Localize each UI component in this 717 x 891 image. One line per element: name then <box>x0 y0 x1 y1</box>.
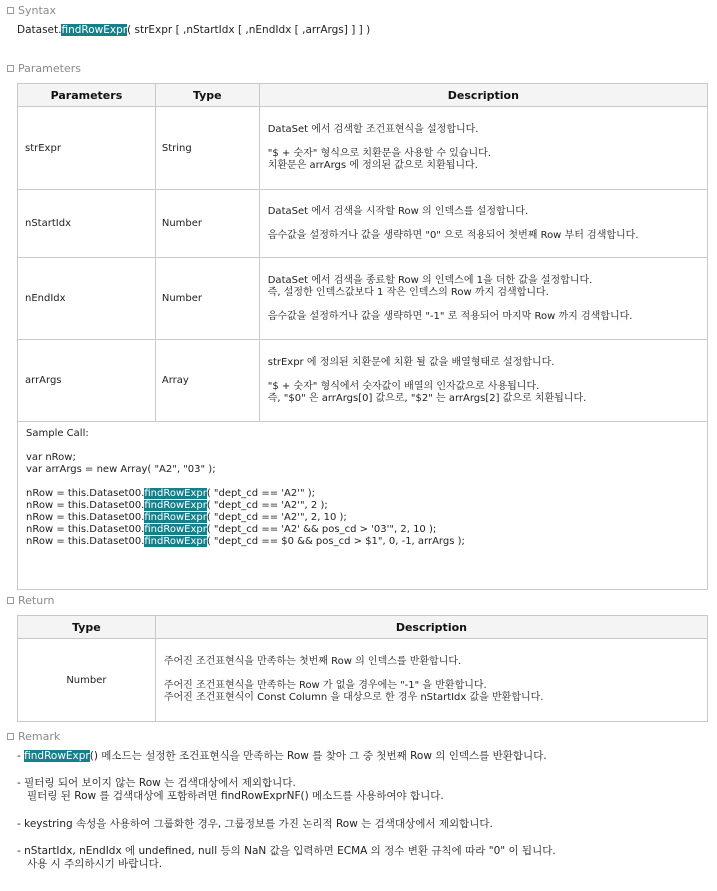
section-remark <box>7 730 60 743</box>
syntax-method-highlight: findRowExpr <box>61 24 128 36</box>
call-args: ( "dept_cd == 'A2'", 2 ); <box>206 500 328 511</box>
desc-line: 치환문은 arrArgs 에 정의된 값으로 치환됩니다. <box>267 160 478 171</box>
method-highlight: findRowExpr <box>144 500 207 511</box>
remark-text: - 필터링 되어 보이지 않는 Row 는 검색대상에서 제외합니다. <box>17 777 296 789</box>
remark-text: - nStartIdx, nEndIdx 에 undefined, null 등의 NaN 값을 입력하면 ECMA 의 정수 변환 규칙에 따라 "0" 이 됩니다. <box>17 845 556 857</box>
return-description <box>155 639 707 722</box>
section-bullet-icon <box>7 7 14 14</box>
param-name: strExpr <box>18 107 156 190</box>
desc-line: 즉, 설정한 인덱스값보다 1 작은 인덱스의 Row 까지 검색합니다. <box>267 286 549 298</box>
remark-item <box>17 845 556 871</box>
desc-gap <box>268 218 699 230</box>
desc-line: 주어진 조건표현식이 Const Column 을 대상으로 한 경우 nStartIdx 값을 반환합니다. <box>163 692 544 703</box>
param-type: Number <box>155 190 259 258</box>
section-title: Parameters <box>18 62 81 75</box>
header-parameters: Parameters <box>18 84 156 107</box>
section-syntax <box>7 4 56 17</box>
section-bullet-icon <box>7 733 14 740</box>
sample-call-row <box>18 422 708 590</box>
sample-line: var nRow; <box>26 452 76 463</box>
remark-item <box>17 777 444 803</box>
method-highlight: findRowExpr <box>144 512 207 523</box>
method-highlight: findRowExpr <box>144 488 207 499</box>
remark-item <box>17 818 493 831</box>
desc-line: "$ + 숫자" 형식으로 치환문을 사용할 수 있습니다. <box>267 148 491 159</box>
syntax-prefix: Dataset. <box>17 24 62 36</box>
sample-line <box>26 500 699 512</box>
call-prefix: nRow = this.Dataset00. <box>26 512 145 523</box>
desc-line: DataSet 에서 검색을 종료할 Row 의 인덱스에 1을 더한 값을 설정합니다. <box>267 274 593 286</box>
remark-text: () 메소드는 설정한 조건표현식을 만족하는 Row 를 찾아 그 중 첫번째 Row 의 인덱스를 반환합니다. <box>89 750 547 762</box>
section-title: Syntax <box>18 4 57 17</box>
desc-line: 음수값을 설정하거나 값을 생략하면 "-1" 로 적용되어 마지막 Row 까지 검색합니다. <box>267 310 633 322</box>
desc-gap <box>268 136 699 148</box>
sample-call <box>18 422 708 590</box>
desc-line: 즉, "$0" 은 arrArgs[0] 값으로, "$2" 는 arrArgs[2] 값으로 치환됩니다. <box>267 392 587 404</box>
call-args: ( "dept_cd == $0 && pos_cd > $1", 0, -1, arrArgs ); <box>206 536 465 547</box>
return-type: Number <box>18 639 156 722</box>
desc-line: DataSet 에서 검색을 시작할 Row 의 인덱스를 설정합니다. <box>267 205 529 217</box>
call-args: ( "dept_cd == 'A2' && pos_cd > '03'", 2, 10 ); <box>206 524 437 535</box>
section-parameters <box>7 62 81 75</box>
sample-line: var arrArgs = new Array( "A2", "03" ); <box>26 464 216 475</box>
param-name: arrArgs <box>18 340 156 422</box>
call-prefix: nRow = this.Dataset00. <box>26 524 145 535</box>
header-type: Type <box>18 616 156 639</box>
call-prefix: nRow = this.Dataset00. <box>26 536 145 547</box>
desc-line: 주어진 조건표현식을 만족하는 첫번째 Row 의 인덱스를 반환합니다. <box>163 656 462 667</box>
syntax-suffix: ( strExpr [ ,nStartIdx [ ,nEndIdx [ ,arrArgs] ] ] ) <box>127 24 371 36</box>
sample-line <box>26 488 699 500</box>
param-type: String <box>155 107 259 190</box>
remark-dash: - <box>17 750 25 762</box>
call-prefix: nRow = this.Dataset00. <box>26 500 145 511</box>
sample-line <box>26 536 699 548</box>
table-row <box>18 639 708 722</box>
desc-line: 음수값을 설정하거나 값을 생략하면 "0" 으로 적용되어 첫번째 Row 부터 검색합니다. <box>267 229 639 241</box>
table-row <box>18 190 708 258</box>
section-title: Return <box>18 594 55 607</box>
header-description: Description <box>155 616 707 639</box>
param-description <box>259 340 707 422</box>
table-header-row <box>18 616 708 639</box>
table-row <box>18 340 708 422</box>
desc-line: DataSet 에서 검색할 조건표현식을 설정합니다. <box>267 124 479 135</box>
remark-text: - keystring 속성을 사용하여 그룹화한 경우, 그룹정보를 가진 논리적 Row 는 검색대상에서 제외합니다. <box>17 818 493 830</box>
desc-line: "$ + 숫자" 형식에서 숫자값이 배열의 인자값으로 사용됩니다. <box>267 380 540 392</box>
sample-gap <box>26 476 699 488</box>
section-bullet-icon <box>7 65 14 72</box>
sample-gap <box>26 440 699 452</box>
remark-item <box>17 750 547 763</box>
call-prefix: nRow = this.Dataset00. <box>26 488 145 499</box>
param-name: nEndIdx <box>18 258 156 340</box>
desc-gap <box>164 668 699 680</box>
header-description: Description <box>259 84 707 107</box>
param-type: Array <box>155 340 259 422</box>
section-bullet-icon <box>7 597 14 604</box>
desc-gap <box>268 299 699 311</box>
desc-line: strExpr 에 정의된 치환문에 치환 될 값을 배열형태로 설정합니다. <box>267 356 555 368</box>
return-table <box>17 615 708 722</box>
call-args: ( "dept_cd == 'A2'", 2, 10 ); <box>206 512 347 523</box>
table-row <box>18 107 708 190</box>
method-highlight: findRowExpr <box>24 750 90 762</box>
param-name: nStartIdx <box>18 190 156 258</box>
sample-title: Sample Call: <box>26 428 89 439</box>
syntax-signature <box>17 24 370 36</box>
call-args: ( "dept_cd == 'A2'" ); <box>206 488 316 499</box>
parameters-table <box>17 83 708 590</box>
method-highlight: findRowExpr <box>144 524 207 535</box>
param-description <box>259 107 707 190</box>
remark-text: 필터링 된 Row 를 검색대상에 포함하려면 findRowExprNF() 메소드를 사용하여야 합니다. <box>27 790 444 802</box>
sample-line <box>26 524 699 536</box>
desc-line: 주어진 조건표현식을 만족하는 Row 가 없을 경우에는 "-1" 을 반환합니다. <box>163 680 487 691</box>
sample-line <box>26 512 699 524</box>
header-type: Type <box>155 84 259 107</box>
table-row <box>18 258 708 340</box>
param-description <box>259 190 707 258</box>
remark-text: 사용 시 주의하시기 바랍니다. <box>27 858 163 870</box>
param-type: Number <box>155 258 259 340</box>
table-header-row <box>18 84 708 107</box>
method-highlight: findRowExpr <box>144 536 207 547</box>
section-title: Remark <box>18 730 61 743</box>
section-return <box>7 594 55 607</box>
desc-gap <box>268 369 699 381</box>
param-description <box>259 258 707 340</box>
